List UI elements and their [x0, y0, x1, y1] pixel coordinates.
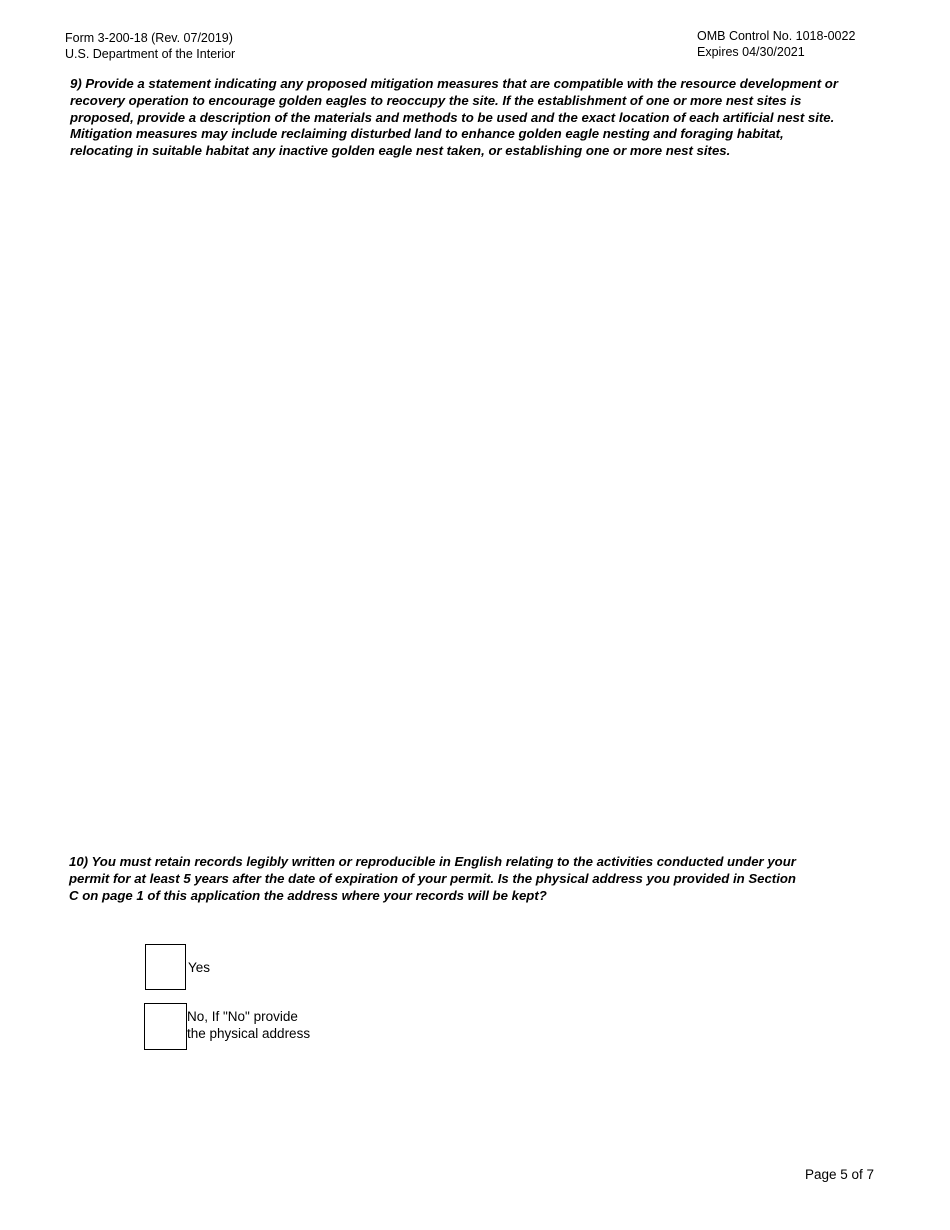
form-header-left: [65, 31, 235, 62]
yes-label: [188, 960, 210, 977]
no-label: [187, 1009, 310, 1042]
question-10-line: permit for at least 5 years after the date of expiration of your permit. Is the physical address you provided in Section: [69, 870, 796, 886]
question-10-line: C on page 1 of this application the address where your records will be kept?: [69, 887, 547, 903]
question-9-line: 9) Provide a statement indicating any proposed mitigation measures that are compatible with the resource development or: [70, 76, 838, 91]
department-name: U.S. Department of the Interior: [65, 46, 236, 61]
expiration-date: Expires 04/30/2021: [697, 44, 805, 59]
no-label-line: the physical address: [187, 1025, 311, 1041]
question-10: [69, 854, 796, 904]
question-9-line: Mitigation measures may include reclaiming disturbed land to enhance golden eagle nesting and foraging habitat,: [70, 126, 784, 142]
no-checkbox[interactable]: [144, 1003, 187, 1050]
page-number: Page 5 of 7: [805, 1167, 875, 1182]
question-9-line: proposed, provide a description of the materials and methods to be used and the exact location of each artificial nest site.: [70, 109, 835, 125]
question-9-answer-area[interactable]: [70, 165, 890, 840]
question-9-line: recovery operation to encourage golden eagles to reoccupy the site. If the establishment of one or more nest sites is: [70, 92, 802, 108]
question-10-line: 10) You must retain records legibly written or reproducible in English relating to the activities conducted under your: [69, 854, 796, 869]
no-label-line: No, If "No" provide: [187, 1009, 298, 1024]
yes-checkbox[interactable]: [145, 944, 186, 990]
form-header-right: [697, 29, 855, 60]
omb-control-number: OMB Control No. 1018-0022: [697, 29, 856, 43]
question-9-line: relocating in suitable habitat any inactive golden eagle nest taken, or establishing one or more nest sites.: [70, 143, 731, 159]
yes-label-line: Yes: [188, 960, 211, 975]
form-number: Form 3-200-18 (Rev. 07/2019): [65, 31, 233, 45]
question-9: [70, 76, 838, 160]
